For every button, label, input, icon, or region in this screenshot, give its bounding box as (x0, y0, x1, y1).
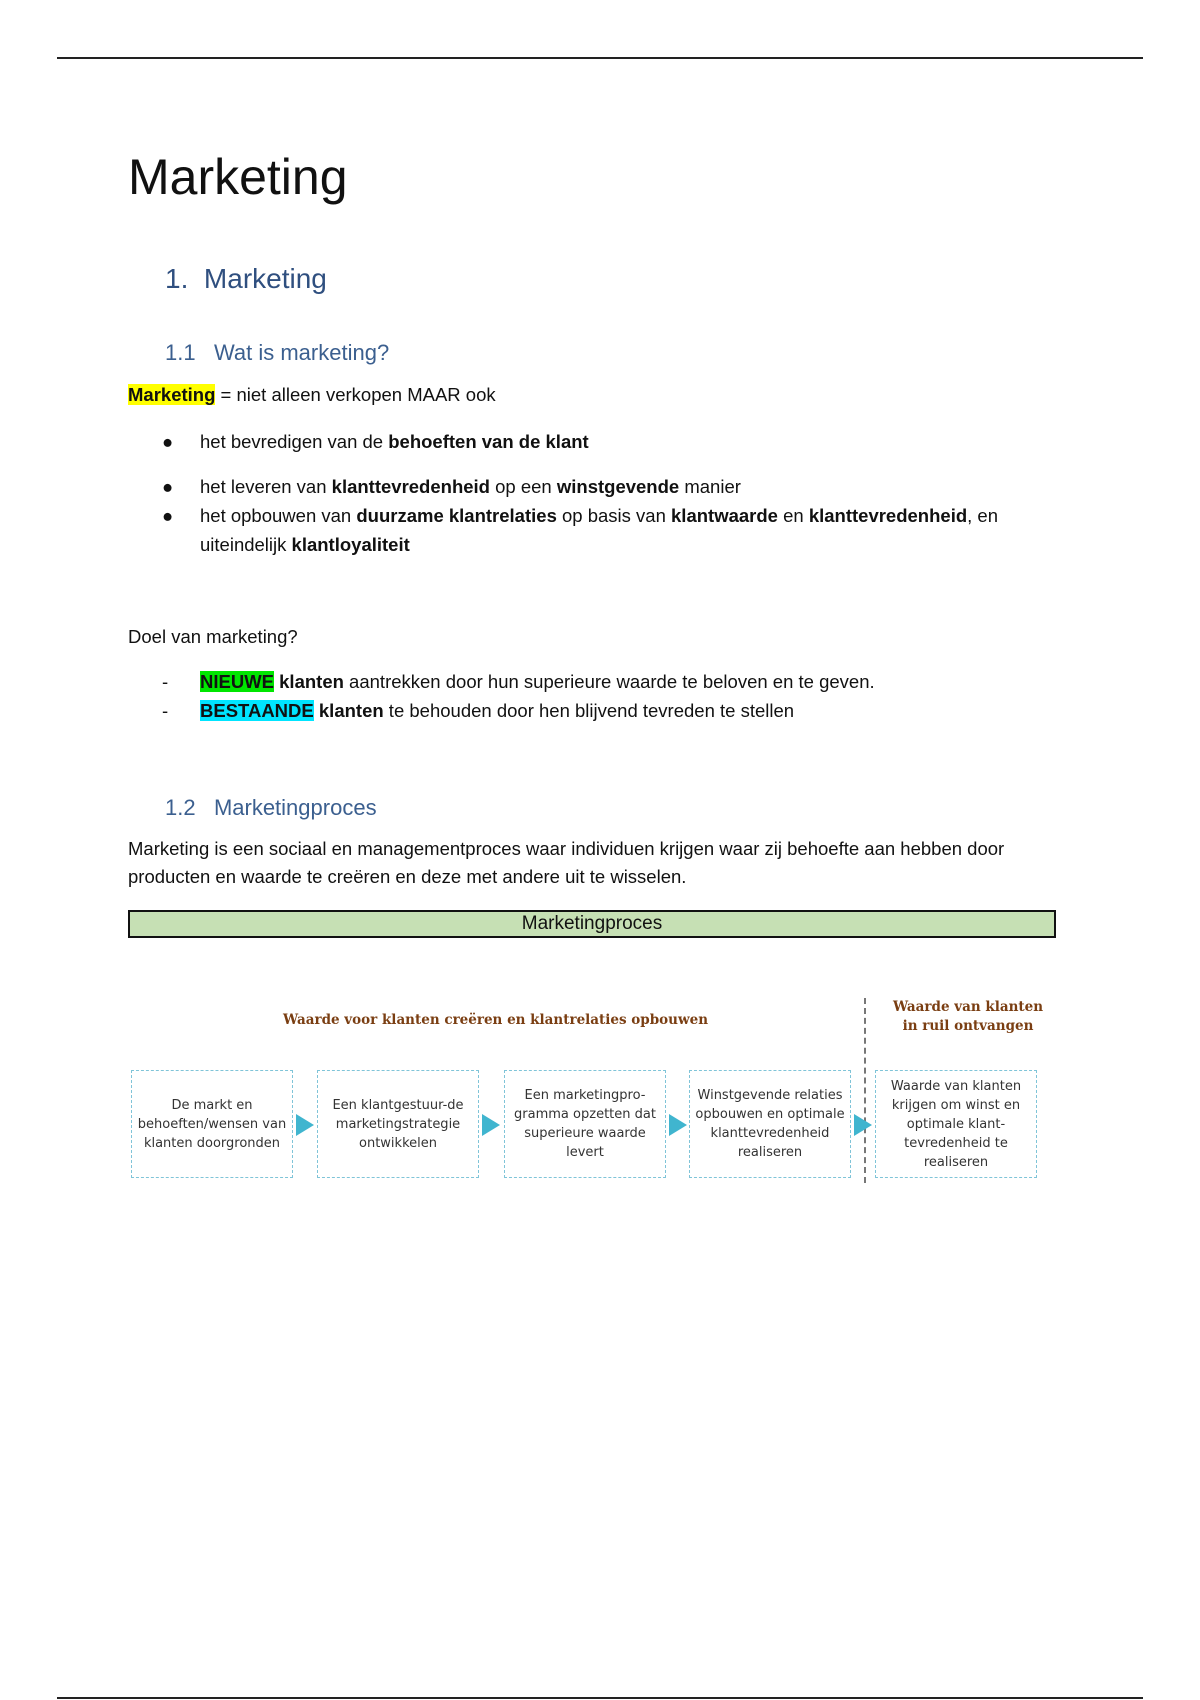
goal-list (128, 667, 1048, 725)
subsection-title: Marketingproces (213, 795, 377, 820)
text-run: het opbouwen van (200, 505, 357, 526)
bullet-dot-icon: ● (162, 476, 174, 497)
arrow-right-icon (482, 1114, 500, 1136)
process-step-1: De markt en behoeften/wensen van klanten doorgronden (131, 1070, 293, 1178)
dash-marker: - (162, 671, 169, 692)
bold-term: behoeften van de klant (388, 431, 589, 452)
diagram-header-create-value: Waarde voor klanten creëren en klantrelaties opbouwen (282, 1012, 709, 1028)
section-title: Marketing (203, 263, 327, 294)
bold-term: klanttevredenheid (331, 476, 490, 497)
dash-marker: - (162, 700, 169, 721)
process-step-4: Winstgevende relaties opbouwen en optimale klanttevredenheid realiseren (689, 1070, 851, 1178)
process-step-3: Een marketingpro-gramma opzetten dat superieure waarde levert (504, 1070, 666, 1178)
subsection-heading-1-2 (165, 795, 377, 821)
arrow-right-icon (296, 1114, 314, 1136)
bullet-dot-icon: ● (162, 431, 174, 452)
diagram-header-capture-value: Waarde van klanten in ruil ontvangen (892, 999, 1044, 1034)
text-run: op basis van (556, 505, 672, 526)
process-paragraph: Marketing is een sociaal en managementproces waar individuen krijgen waar zij behoefte aan hebben door producten en waarde te creëren en deze met andere uit te wisselen. (128, 838, 1005, 887)
bold-term: winstgevende (556, 476, 680, 497)
definition-bullet-item (128, 427, 1048, 456)
bold-term: klantwaarde (671, 505, 778, 526)
text-run: en (777, 505, 809, 526)
goal-rest: te behouden door hen blijvend tevreden te stellen (383, 700, 795, 721)
section-number: 1. (165, 263, 189, 294)
marketing-process-diagram (128, 990, 1058, 1190)
arrow-right-icon (854, 1114, 872, 1136)
diagram-divider (864, 998, 866, 1183)
text-run: manier (679, 476, 741, 497)
goal-highlight: BESTAANDE (200, 700, 314, 721)
goal-highlight: NIEUWE (200, 671, 274, 692)
goal-question: Doel van marketing? (128, 626, 298, 647)
subsection-number: 1.2 (165, 795, 196, 820)
bold-term: klantloyaliteit (291, 534, 410, 555)
definition-bullet-item (128, 501, 1048, 559)
definition-bullet-item (128, 472, 1048, 501)
definition-rest: = niet alleen verkopen MAAR ook (215, 384, 496, 405)
goal-item-existing (128, 696, 1048, 725)
text-run: het bevredigen van de (200, 431, 389, 452)
arrow-right-icon (669, 1114, 687, 1136)
process-step-5: Waarde van klanten krijgen om winst en optimale klant-tevredenheid te realiseren (875, 1070, 1037, 1178)
bold-term: duurzame klantrelaties (356, 505, 557, 526)
text-run: op een (489, 476, 557, 497)
definition-term: Marketing (128, 384, 216, 405)
diagram-caption: Marketingproces (128, 910, 1056, 938)
goal-bold: klanten (274, 671, 344, 692)
process-step-2: Een klantgestuur-de marketingstrategie ontwikkelen (317, 1070, 479, 1178)
goal-rest: aantrekken door hun superieure waarde te beloven en te geven. (343, 671, 875, 692)
text-run: het leveren van (200, 476, 332, 497)
text-run: , en uiteindelijk (200, 505, 998, 555)
document-title: Marketing (128, 149, 348, 205)
subsection-heading-1-1 (165, 340, 389, 366)
bullet-dot-icon: ● (162, 505, 174, 526)
definition-bullet-list (128, 427, 1048, 559)
subsection-number: 1.1 (165, 340, 196, 365)
bold-term: klanttevredenheid (808, 505, 968, 526)
goal-bold: klanten (313, 700, 384, 721)
section-heading-1 (165, 263, 327, 295)
subsection-title: Wat is marketing? (213, 340, 390, 365)
goal-item-new (128, 667, 1048, 696)
footer-rule (57, 1697, 1143, 1699)
definition-paragraph (128, 381, 496, 409)
header-rule (57, 57, 1143, 59)
